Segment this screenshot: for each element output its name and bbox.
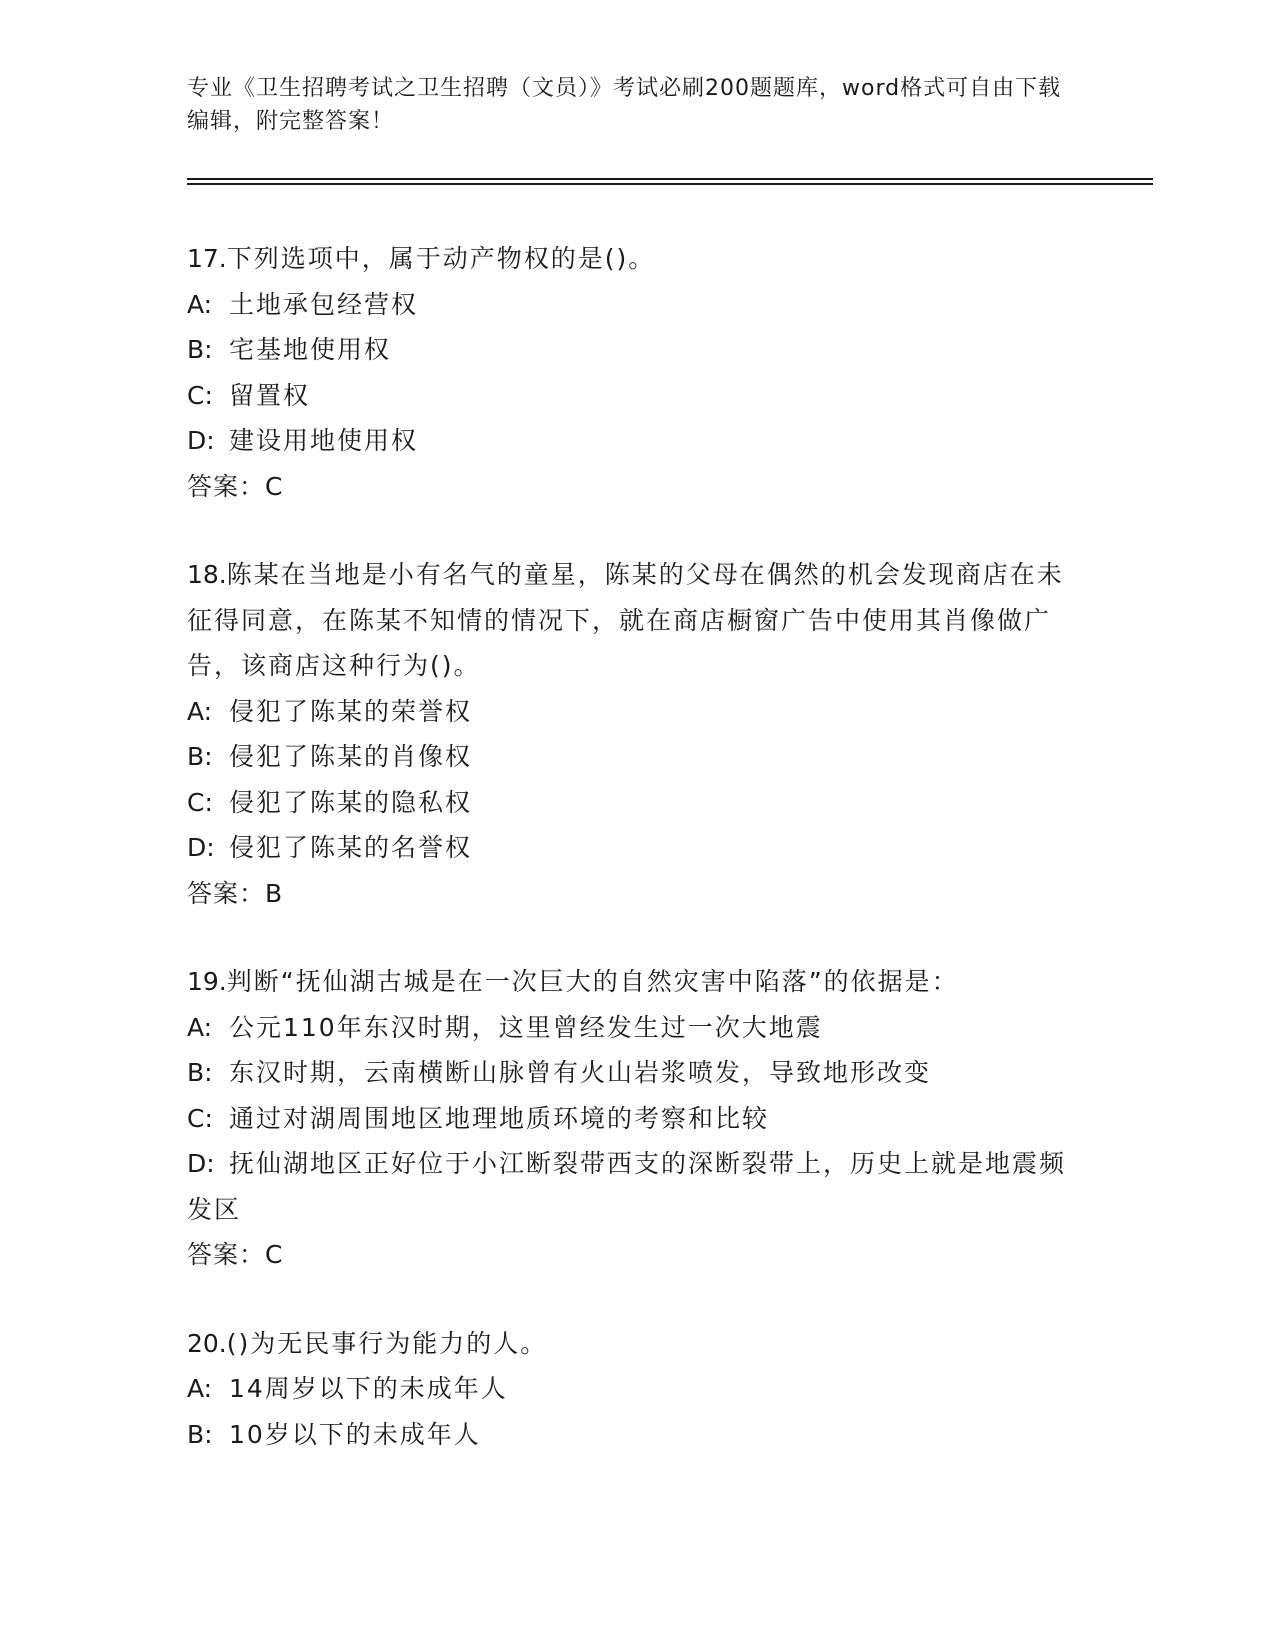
option-row <box>187 282 1067 328</box>
question-block <box>187 959 1067 1278</box>
option-key: D: <box>187 833 215 862</box>
option-key: B: <box>187 335 213 364</box>
question-stem: 陈某在当地是小有名气的童星，陈某的父母在偶然的机会发现商店在未征得同意，在陈某不知情的情况下，就在商店橱窗广告中使用其肖像做广告，该商店这种行为()。 <box>187 560 1064 680</box>
option-row <box>187 825 1067 871</box>
option-text: 14周岁以下的未成年人 <box>229 1374 508 1403</box>
option-row <box>187 1412 1067 1458</box>
question-block <box>187 1321 1067 1458</box>
option-row <box>187 1366 1067 1412</box>
option-text: 侵犯了陈某的名誉权 <box>229 833 473 862</box>
option-key: D: <box>187 1149 215 1178</box>
option-text: 侵犯了陈某的荣誉权 <box>229 696 473 726</box>
option-row <box>187 734 1067 780</box>
option-key: B: <box>187 1419 213 1449</box>
option-row <box>187 373 1067 419</box>
option-row <box>187 1005 1067 1051</box>
header-divider-bottom <box>187 183 1153 185</box>
question-number: 20. <box>187 1328 227 1358</box>
option-key: C: <box>187 1103 213 1133</box>
option-text: 通过对湖周围地区地理地质环境的考察和比较 <box>229 1103 770 1133</box>
option-row <box>187 327 1067 373</box>
option-text: 留置权 <box>229 380 311 410</box>
option-row <box>187 1050 1067 1096</box>
answer-label: 答案： <box>187 1240 266 1269</box>
question-number: 18. <box>187 560 227 589</box>
option-text: 侵犯了陈某的肖像权 <box>229 742 473 771</box>
answer-label: 答案： <box>187 878 266 908</box>
question-list <box>187 236 1067 1500</box>
option-key: C: <box>187 787 213 817</box>
option-key: D: <box>187 426 215 455</box>
question-text <box>187 1321 1067 1367</box>
option-key: B: <box>187 742 213 771</box>
option-text: 建设用地使用权 <box>229 426 419 455</box>
question-block <box>187 236 1067 509</box>
option-text: 公元110年东汉时期，这里曾经发生过一次大地震 <box>229 1012 823 1042</box>
question-stem: 判断“抚仙湖古城是在一次巨大的自然灾害中陷落”的依据是： <box>226 967 959 996</box>
option-row <box>187 1141 1067 1232</box>
option-text: 10岁以下的未成年人 <box>229 1419 481 1449</box>
option-text: 抚仙湖地区正好位于小江断裂带西支的深断裂带上，历史上就是地震频发区 <box>187 1149 1067 1224</box>
option-key: A: <box>187 1012 213 1042</box>
answer-value: C <box>265 471 284 501</box>
answer-label: 答案： <box>187 471 266 501</box>
option-text: 东汉时期，云南横断山脉曾有火山岩浆喷发，导致地形改变 <box>229 1058 932 1087</box>
answer-line <box>187 871 1067 917</box>
option-row <box>187 1096 1067 1142</box>
option-key: A: <box>187 696 213 726</box>
option-text: 土地承包经营权 <box>229 289 419 319</box>
question-stem: ()为无民事行为能力的人。 <box>226 1328 548 1358</box>
question-number: 17. <box>187 244 227 273</box>
option-text: 侵犯了陈某的隐私权 <box>229 787 473 817</box>
question-block <box>187 552 1067 916</box>
question-text <box>187 236 1067 282</box>
option-key: B: <box>187 1058 213 1087</box>
answer-value: B <box>265 878 284 908</box>
answer-line <box>187 1232 1067 1278</box>
option-row <box>187 418 1067 464</box>
option-text: 宅基地使用权 <box>229 335 392 364</box>
question-stem: 下列选项中，属于动产物权的是()。 <box>226 244 656 273</box>
document-header: 专业《卫生招聘考试之卫生招聘（文员）》考试必刷200题题库，word格式可自由下载编辑，附完整答案！ <box>187 76 1062 134</box>
option-key: C: <box>187 380 213 410</box>
question-text <box>187 959 1067 1005</box>
option-row <box>187 780 1067 826</box>
header-divider-top <box>187 178 1153 180</box>
option-row <box>187 689 1067 735</box>
option-key: A: <box>187 289 213 319</box>
answer-line <box>187 464 1067 510</box>
question-text <box>187 552 1067 689</box>
option-key: A: <box>187 1374 213 1403</box>
question-number: 19. <box>187 967 227 996</box>
answer-value: C <box>265 1240 284 1269</box>
